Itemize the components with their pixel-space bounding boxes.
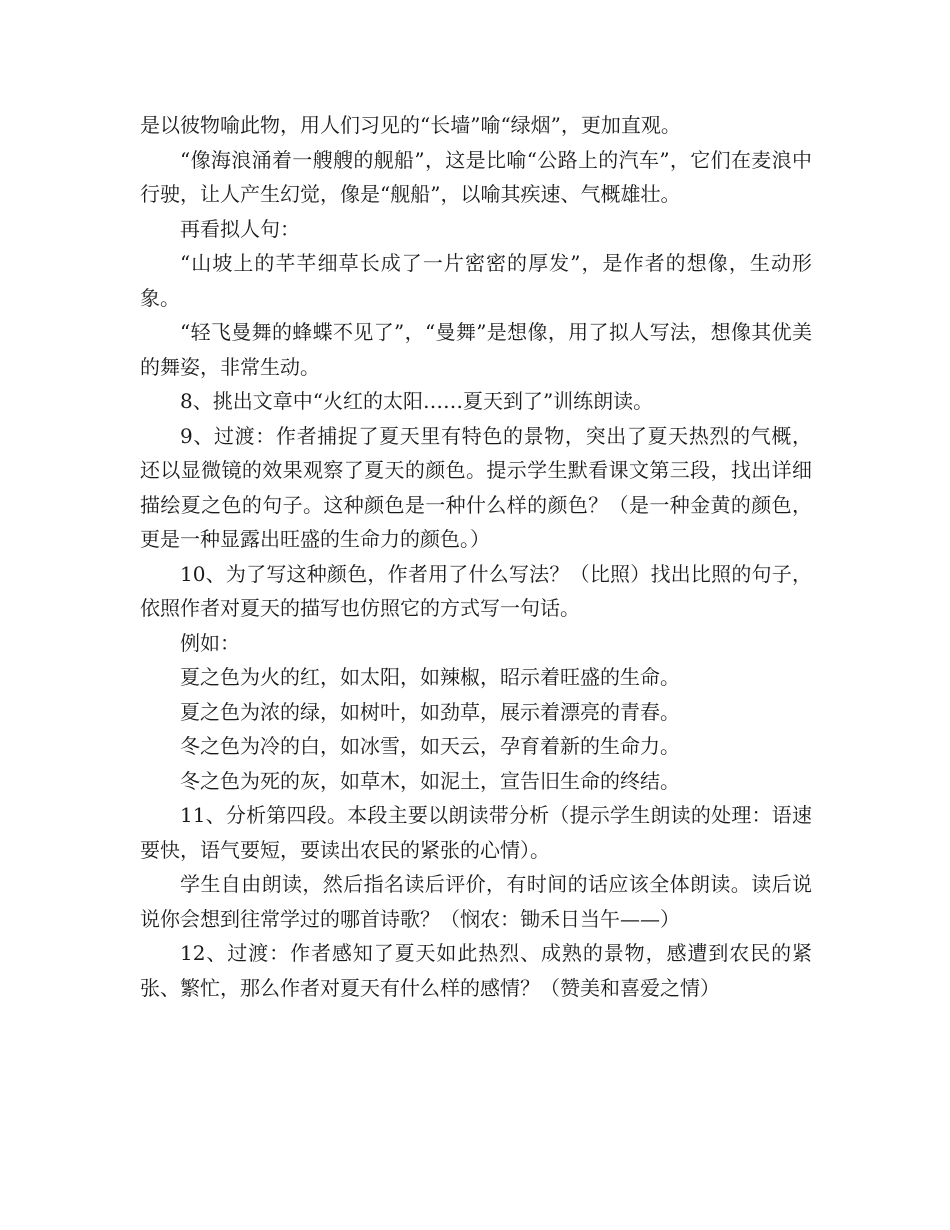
paragraph-3: 再看拟人句：	[180, 216, 300, 241]
paragraph-12: 冬之色为冷的白，如冰雪，如天云，孕育着新的生命力。	[180, 734, 680, 758]
paragraph-4: “山坡上的芊芊细草长成了一片密密的厚发”，是作者的想像，生动形象。	[140, 251, 812, 310]
paragraph-7: 9、过渡：作者捕捉了夏天里有特色的景物，突出了夏天热烈的气概，还以显微镜的效果观察了夏天的颜色。提示学生默看课文第三段，找出详细描绘夏之色的句子。这种颜色是一种什么样的颜色？（是一种金黄的颜色，更是一种显露出旺盛的生命力的颜色。）	[140, 423, 812, 551]
paragraph-14: 11、分析第四段。本段主要以朗读带分析（提示学生朗读的处理：语速要快，语气要短，要读出农民的紧张的心情）。	[140, 803, 812, 862]
paragraph-11: 夏之色为浓的绿，如树叶，如劲草，展示着漂亮的青春。	[180, 699, 680, 724]
paragraph-1: 是以彼物喻此物，用人们习见的“长墙”喻“绿烟”，更加直观。	[140, 113, 681, 137]
paragraph-15: 学生自由朗读，然后指名读后评价，有时间的话应该全体朗读。读后说说你会想到往常学过的哪首诗歌？（悯农：锄禾日当午——）	[140, 872, 812, 931]
paragraph-2: “像海浪涌着一艘艘的舰船”，这是比喻“公路上的汽车”，它们在麦浪中行驶，让人产生幻觉，像是“舰船”，以喻其疾速、气概雄壮。	[140, 147, 812, 206]
paragraph-6: 8、挑出文章中“火红的太阳……夏天到了”训练朗读。	[180, 389, 654, 413]
paragraph-9: 例如：	[180, 630, 240, 655]
paragraph-10: 夏之色为火的红，如太阳，如辣椒，昭示着旺盛的生命。	[180, 665, 680, 689]
document-body	[140, 108, 812, 1005]
paragraph-8: 10、为了写这种颜色，作者用了什么写法？（比照）找出比照的句子，依照作者对夏天的描写也仿照它的方式写一句话。	[140, 561, 812, 620]
paragraph-16: 12、过渡：作者感知了夏天如此热烈、成熟的景物，感遭到农民的紧张、繁忙，那么作者对夏天有什么样的感情？（赞美和喜爱之情）	[140, 941, 812, 1000]
paragraph-5: “轻飞曼舞的蜂蝶不见了”，“曼舞”是想像，用了拟人写法，想像其优美的舞姿，非常生动。	[140, 320, 812, 379]
paragraph-13: 冬之色为死的灰，如草木，如泥土，宣告旧生命的终结。	[180, 768, 680, 793]
